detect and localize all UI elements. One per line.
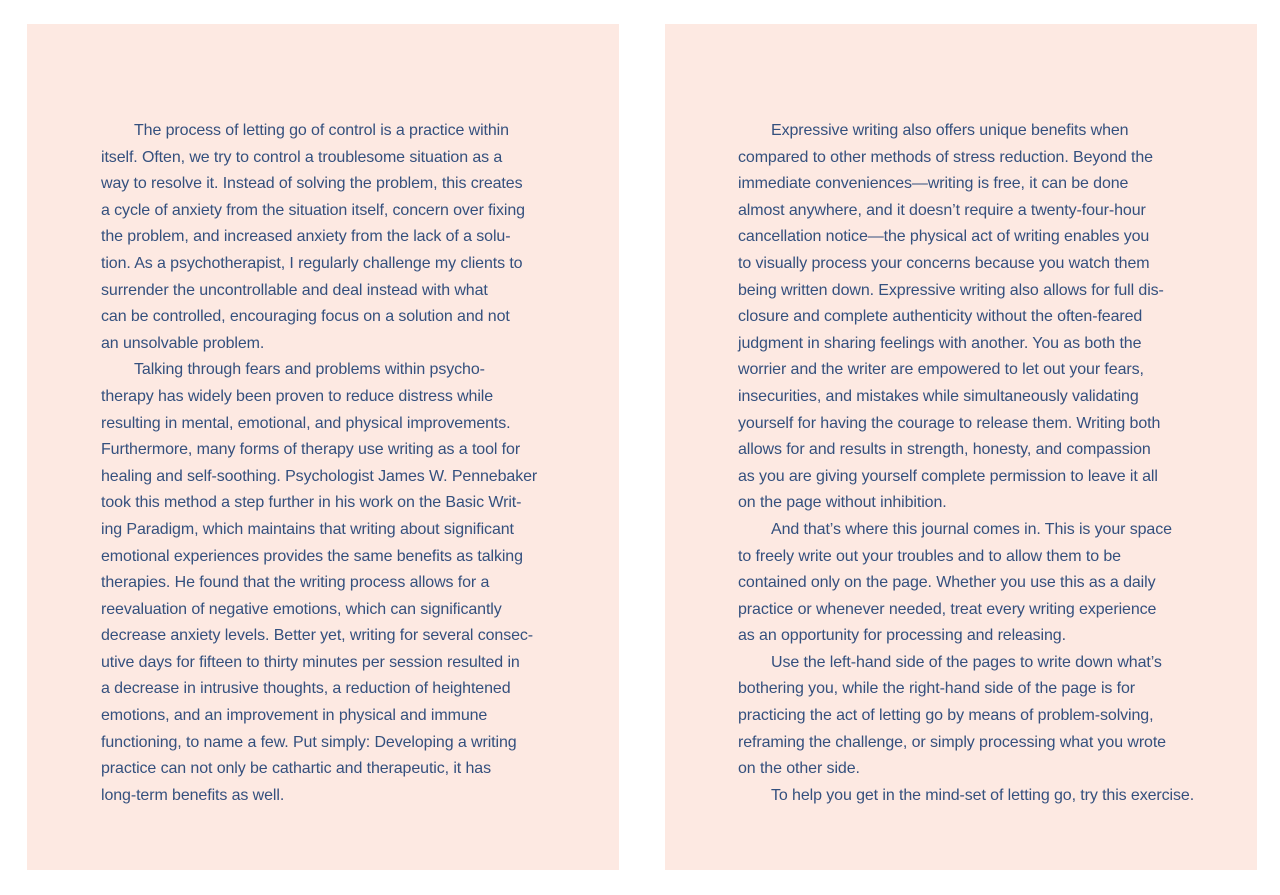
text-line: resulting in mental, emotional, and physical improvements. (101, 414, 511, 432)
left-page-body (101, 118, 537, 809)
text-line: immediate conveniences—writing is free, it can be done (738, 175, 1129, 193)
text-line: a cycle of anxiety from the situation itself, concern over fixing (101, 201, 525, 219)
text-line: judgment in sharing feelings with another. You as both the (738, 334, 1142, 352)
text-line: a decrease in intrusive thoughts, a reduction of heightened (101, 680, 511, 698)
text-line: utive days for fifteen to thirty minutes per session resulted in (101, 653, 520, 671)
text-line: itself. Often, we try to control a troublesome situation as a (101, 148, 503, 166)
text-line: way to resolve it. Instead of solving the problem, this creates (101, 175, 523, 193)
text-line: worrier and the writer are empowered to let out your fears, (738, 361, 1144, 379)
text-line: practice can not only be cathartic and therapeutic, it has (101, 760, 491, 778)
text-line: reevaluation of negative emotions, which can significantly (101, 600, 502, 618)
text-line: reframing the challenge, or simply processing what you wrote (738, 733, 1166, 751)
text-line: can be controlled, encouraging focus on a solution and not (101, 308, 510, 326)
text-line: being written down. Expressive writing also allows for full dis- (738, 281, 1164, 299)
text-line: took this method a step further in his work on the Basic Writ- (101, 494, 522, 512)
text-line: functioning, to name a few. Put simply: Developing a writing (101, 733, 517, 751)
text-line: bothering you, while the right-hand side of the page is for (738, 680, 1136, 698)
text-line: therapies. He found that the writing process allows for a (101, 574, 490, 592)
text-line: practicing the act of letting go by means of problem-solving, (738, 707, 1154, 725)
text-line: long-term benefits as well. (101, 786, 285, 804)
text-line: emotions, and an improvement in physical and immune (101, 707, 488, 725)
text-line: allows for and results in strength, honesty, and compassion (738, 441, 1151, 459)
text-line: Expressive writing also offers unique benefits when (771, 122, 1129, 139)
text-line: Use the left-hand side of the pages to write down what’s (771, 653, 1162, 671)
text-line: therapy has widely been proven to reduce distress while (101, 387, 494, 405)
text-line: surrender the uncontrollable and deal instead with what (101, 281, 488, 299)
text-line: on the other side. (738, 760, 860, 778)
text-line: tion. As a psychotherapist, I regularly challenge my clients to (101, 254, 523, 272)
text-line: closure and complete authenticity without the often-feared (738, 308, 1143, 326)
text-line: emotional experiences provides the same benefits as talking (101, 547, 523, 565)
right-page (665, 24, 1257, 870)
text-line: to freely write out your troubles and to allow them to be (738, 547, 1121, 565)
text-line: Talking through fears and problems within psycho- (134, 361, 485, 379)
text-line: contained only on the page. Whether you use this as a daily (738, 574, 1156, 592)
text-line: Furthermore, many forms of therapy use writing as a tool for (101, 441, 521, 459)
text-line: almost anywhere, and it doesn’t require a twenty-four-hour (738, 201, 1146, 219)
left-page (27, 24, 619, 870)
text-line: as you are giving yourself complete permission to leave it all (738, 467, 1158, 485)
text-line: And that’s where this journal comes in. This is your space (771, 520, 1172, 538)
text-line: compared to other methods of stress reduction. Beyond the (738, 148, 1153, 166)
text-line: on the page without inhibition. (738, 494, 947, 512)
text-line: ing Paradigm, which maintains that writing about significant (101, 520, 514, 538)
text-line: insecurities, and mistakes while simultaneously validating (738, 387, 1139, 405)
right-page-body (738, 118, 1194, 809)
text-line: To help you get in the mind-set of letting go, try this exercise. (771, 786, 1195, 804)
text-line: practice or whenever needed, treat every writing experience (738, 600, 1157, 618)
text-line: The process of letting go of control is a practice within (134, 122, 509, 139)
text-line: as an opportunity for processing and releasing. (738, 627, 1066, 645)
text-line: yourself for having the courage to release them. Writing both (738, 414, 1161, 432)
text-line: cancellation notice—the physical act of writing enables you (738, 228, 1150, 246)
text-line: to visually process your concerns because you watch them (738, 254, 1150, 272)
text-line: an unsolvable problem. (101, 334, 265, 352)
text-line: healing and self-soothing. Psychologist James W. Pennebaker (101, 467, 538, 485)
text-line: the problem, and increased anxiety from the lack of a solu- (101, 228, 511, 246)
text-line: decrease anxiety levels. Better yet, writing for several consec- (101, 627, 534, 645)
